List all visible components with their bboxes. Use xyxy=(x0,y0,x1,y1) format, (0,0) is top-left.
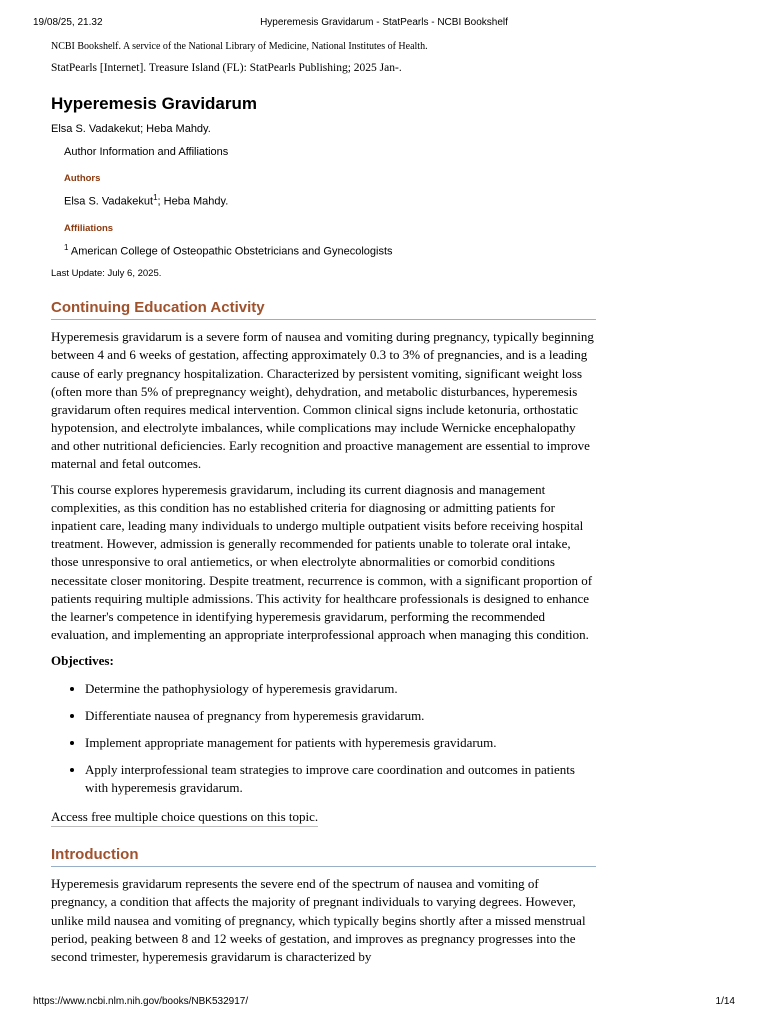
page-title: Hyperemesis Gravidarum xyxy=(51,94,257,113)
authors-line: Elsa S. Vadakekut; Heba Mahdy. xyxy=(51,123,211,135)
objectives-list xyxy=(51,680,596,797)
authors-heading: Authors xyxy=(64,173,101,184)
mcq-link[interactable]: Access free multiple choice questions on this topic. xyxy=(51,808,318,827)
author-name-1: Elsa S. Vadakekut xyxy=(64,195,154,208)
objective-item: • Apply interprofessional team strategies to improve care coordination and outcomes in patients with hyperemesis gravidarum. xyxy=(85,761,596,797)
author-info-block xyxy=(64,145,596,259)
objective-item: • Implement appropriate management for patients with hyperemesis gravidarum. xyxy=(85,734,596,752)
section-heading-introduction: Introduction xyxy=(51,845,596,867)
last-update: Last Update: July 6, 2025. xyxy=(51,268,162,280)
affiliation-detail xyxy=(64,240,596,260)
print-datetime: 19/08/25, 21.32 xyxy=(33,17,103,28)
citation-line: StatPearls [Internet]. Treasure Island (FL): StatPearls Publishing; 2025 Jan-. xyxy=(51,62,402,74)
print-page-number: 1/14 xyxy=(715,996,735,1007)
print-url: https://www.ncbi.nlm.nih.gov/books/NBK532917/ xyxy=(33,996,249,1007)
ce-paragraph-2: This course explores hyperemesis gravidarum, including its current diagnosis and management complexities, as this condition has no established criteria for diagnosing or admitting patients for inpatient care, leading many individuals to undergo multiple outpatient visits before receiving hospital treatment. However, admission is generally recommended for patients unable to tolerate oral intake, those unresponsive to oral antiemetics, or when electrolyte abnormalities or comorbid conditions necessitate closer monitoring. Despite treatment, recurrence is common, with a significant proportion of patients requiring multiple admissions. This activity for healthcare professionals is designed to enhance the learner's competence in identifying hyperemesis gravidarum, performing the recommended evaluation, and implementing an appropriate interprofessional approach when managing this condition. xyxy=(51,482,593,642)
intro-paragraph-1: Hyperemesis gravidarum represents the severe end of the spectrum of nausea and vomiting of pregnancy, a condition that affects the majority of pregnant individuals to varying degrees. However, unlike mild nausea and vomiting of pregnancy, which typically begins shortly after a missed menstrual period, peaking between 8 and 12 weeks of gestation, and improves as pregnancy progresses into the second trimester, hyperemesis gravidarum is characterized by xyxy=(51,876,586,964)
affiliations-heading: Affiliations xyxy=(64,222,114,234)
objective-item: • Differentiate nausea of pregnancy from hyperemesis gravidarum. xyxy=(85,707,596,725)
author-name-rest: ; Heba Mahdy. xyxy=(157,195,229,208)
affiliation-text: American College of Osteopathic Obstetricians and Gynecologists xyxy=(68,245,393,258)
print-page-title: Hyperemesis Gravidarum - StatPearls - NCBI Bookshelf xyxy=(260,17,508,28)
ce-paragraph-1: Hyperemesis gravidarum is a severe form of nausea and vomiting during pregnancy, typically beginning between 4 and 6 weeks of gestation, affecting approximately 0.3 to 3% of pregnancies, and is a leading cause of early pregnancy hospitalization. Characterized by persistent vomiting, significant weight loss (often more than 5% of prepregnancy weight), dehydration, and metabolic disturbances, hyperemesis gravidarum often requires medical intervention. Common clinical signs include ketonuria, orthostatic hypotension, and electrolyte imbalances, while complications may include Wernicke encephalopathy and other nutritional deficiencies. Early recognition and proactive management are essential to improve maternal and fetal outcomes. xyxy=(51,329,594,471)
affiliation-marker: 1 xyxy=(64,242,69,252)
author-info-toggle[interactable]: Author Information and Affiliations xyxy=(64,146,229,158)
section-heading-ce: Continuing Education Activity xyxy=(51,298,596,320)
ncbi-bookshelf-line: NCBI Bookshelf. A service of the National Library of Medicine, National Institutes of Health. xyxy=(51,41,428,52)
objectives-heading: Objectives: xyxy=(51,652,114,668)
author-affiliation-marker: 1 xyxy=(153,193,158,202)
authors-detail xyxy=(64,190,596,210)
objective-item: • Determine the pathophysiology of hyperemesis gravidarum. xyxy=(85,680,596,698)
article-content xyxy=(51,40,596,966)
